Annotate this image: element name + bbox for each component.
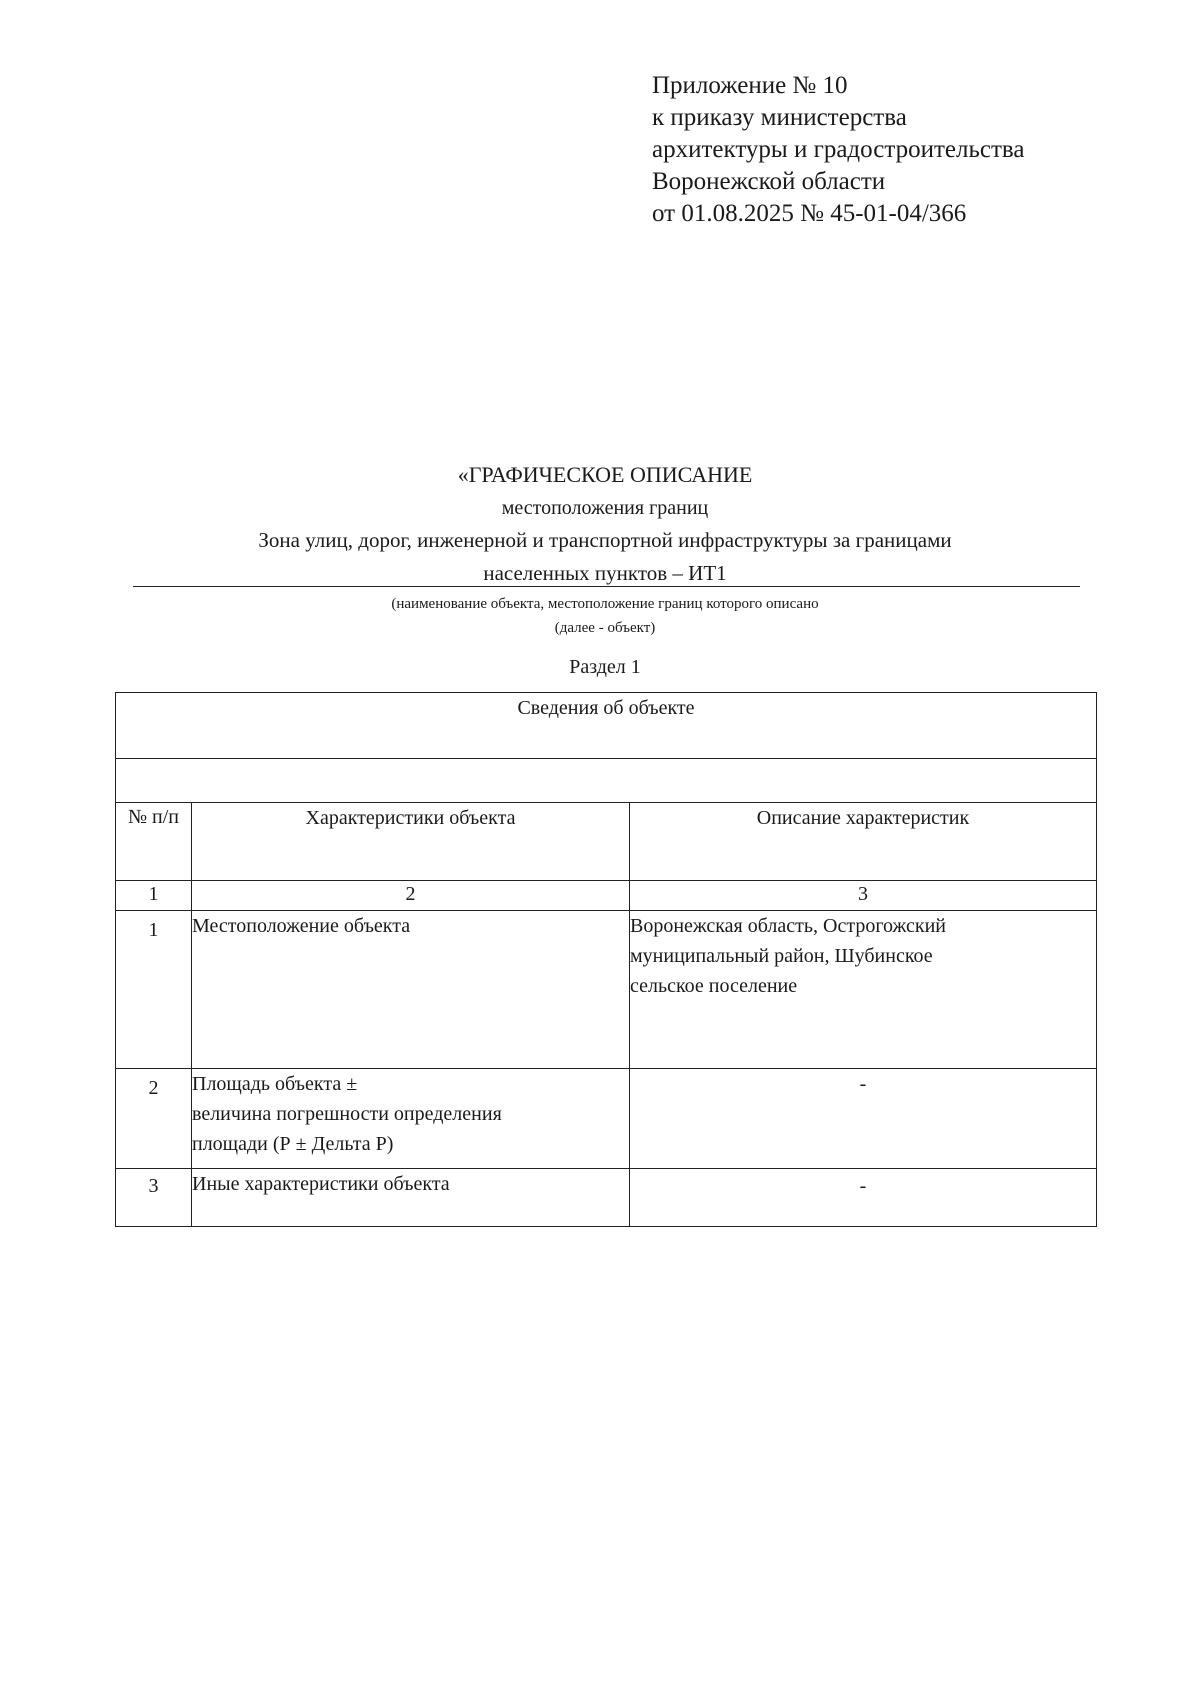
appendix-line: Приложение № 10	[652, 72, 848, 99]
row-description	[630, 911, 1097, 1069]
document-subtitle: местоположения границ	[501, 497, 709, 519]
table-row	[116, 911, 1097, 1069]
caption-line: (наименование объекта, местоположение границ которого описано	[391, 596, 819, 612]
appendix-line: от 01.08.2025 № 45-01-04/366	[652, 200, 967, 227]
table-header-row	[116, 803, 1097, 881]
characteristic-line: площади (Р ± Дельта Р)	[192, 1133, 394, 1155]
row-num: 3	[116, 1169, 192, 1227]
description-line: сельское поселение	[630, 975, 798, 997]
row-description: -	[630, 1069, 1097, 1169]
table-row	[116, 1169, 1097, 1227]
caption-line: (далее - объект)	[554, 620, 656, 636]
object-info-table	[115, 692, 1097, 1227]
object-name-line: Зона улиц, дорог, инженерной и транспортной инфраструктуры за границами	[258, 528, 952, 552]
section-label: Раздел 1	[569, 656, 641, 678]
table-title-row	[116, 693, 1097, 759]
row-characteristic: Местоположение объекта	[192, 911, 630, 1069]
description-line: Воронежская область, Острогожский	[630, 915, 946, 937]
table-spacer-row	[116, 759, 1097, 803]
index-cell: 3	[630, 881, 1097, 911]
object-caption	[130, 592, 1080, 640]
row-characteristic	[192, 1069, 630, 1169]
header-description: Описание характеристик	[630, 803, 1097, 881]
appendix-line: архитектуры и градостроительства	[652, 136, 1025, 163]
object-name-line: населенных пунктов – ИТ1	[483, 561, 727, 585]
table-index-row	[116, 881, 1097, 911]
table-row	[116, 1069, 1097, 1169]
characteristic-line: Площадь объекта ±	[192, 1073, 358, 1095]
row-characteristic: Иные характеристики объекта	[192, 1169, 630, 1227]
document-heading	[130, 458, 1080, 590]
document-title: «ГРАФИЧЕСКОЕ ОПИСАНИЕ	[457, 462, 753, 487]
header-num: № п/п	[116, 803, 192, 881]
appendix-block	[652, 70, 1024, 230]
index-cell: 1	[116, 881, 192, 911]
index-cell: 2	[192, 881, 630, 911]
underline-divider	[133, 586, 1080, 587]
characteristic-line: величина погрешности определения	[192, 1103, 502, 1125]
appendix-line: Воронежской области	[652, 168, 886, 195]
row-description: -	[630, 1169, 1097, 1227]
table-title: Сведения об объекте	[116, 693, 1097, 759]
empty-cell	[116, 759, 1097, 803]
description-line: муниципальный район, Шубинское	[630, 945, 933, 967]
appendix-line: к приказу министерства	[652, 104, 907, 131]
row-num: 2	[116, 1069, 192, 1169]
row-num: 1	[116, 911, 192, 1069]
header-characteristic: Характеристики объекта	[192, 803, 630, 881]
